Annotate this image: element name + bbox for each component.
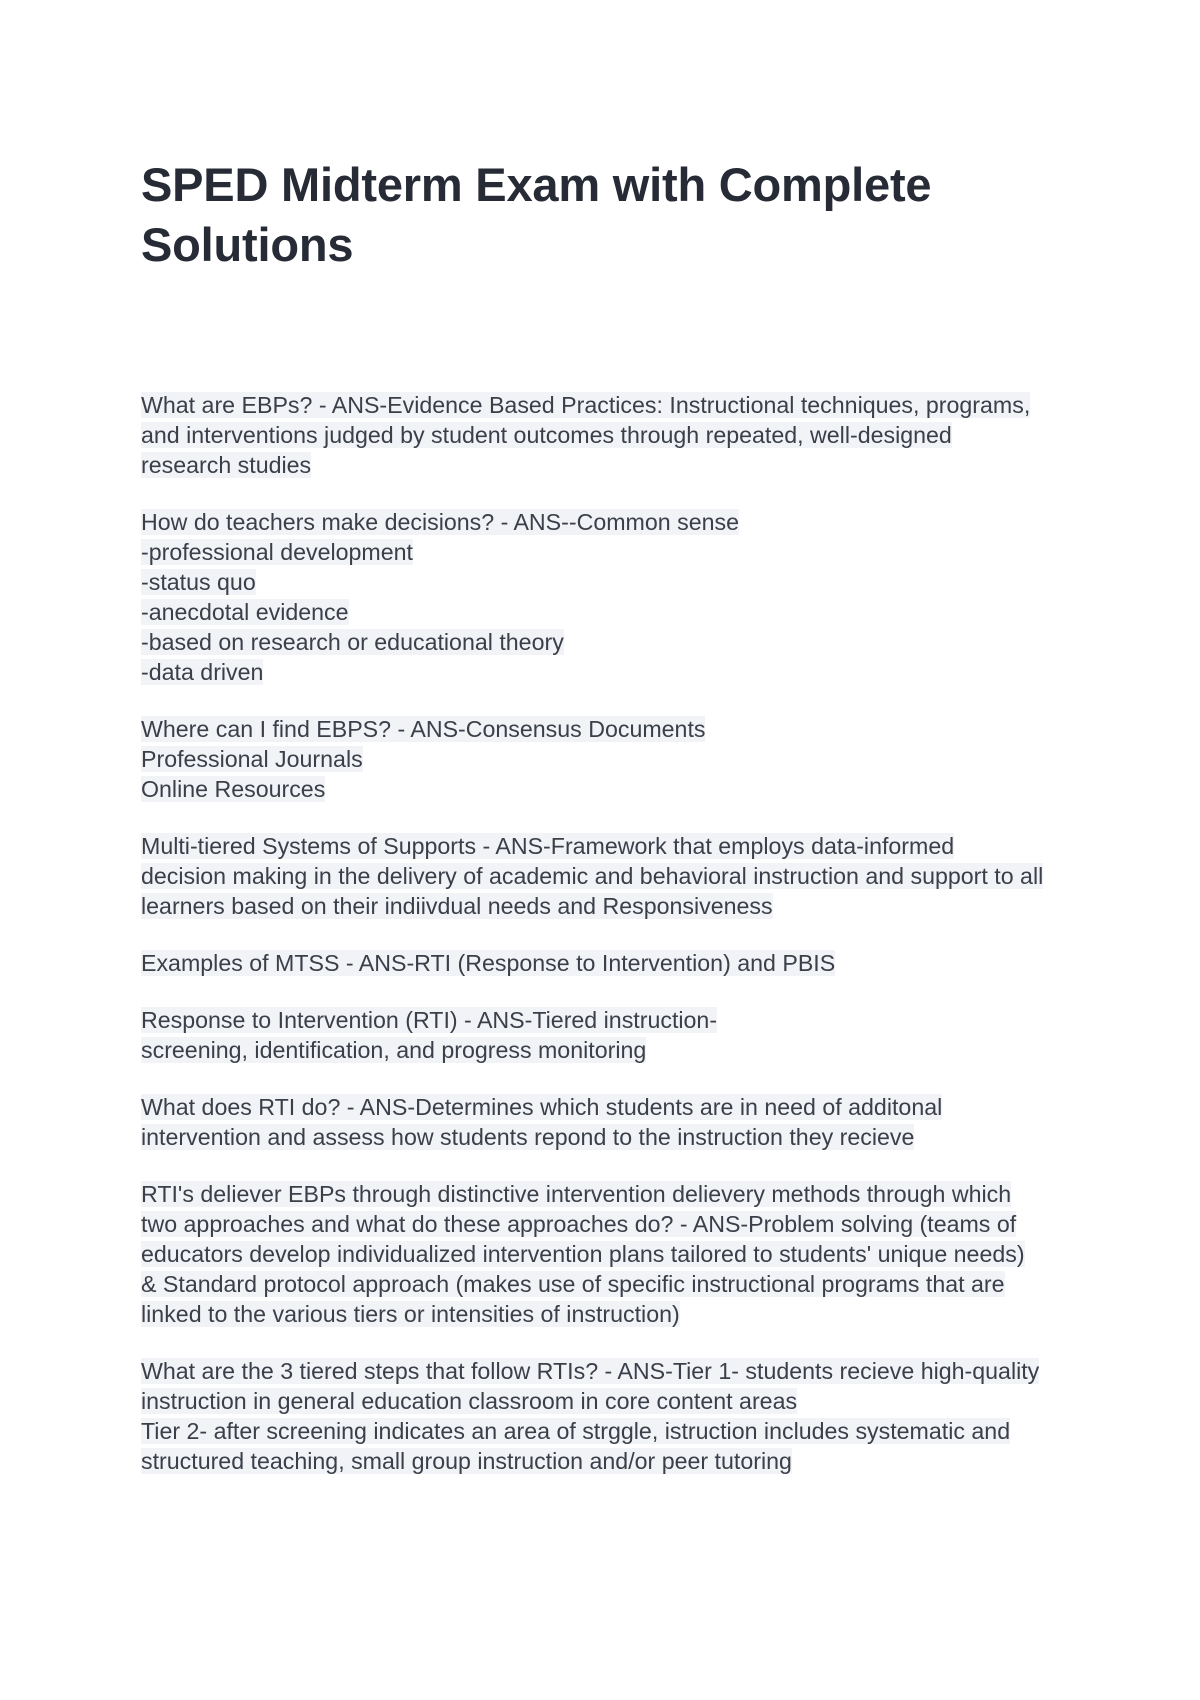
qa-list bbox=[141, 390, 1071, 1503]
qa-entry bbox=[141, 1005, 1071, 1065]
qa-line: Where can I find EBPS? - ANS-Consensus Documents bbox=[141, 716, 706, 742]
qa-entry bbox=[141, 507, 1071, 687]
qa-line: What are the 3 tiered steps that follow RTIs? - ANS-Tier 1- students recieve high-quality bbox=[141, 1358, 1040, 1384]
qa-line: screening, identification, and progress monitoring bbox=[141, 1037, 647, 1063]
qa-line: instruction in general education classroom in core content areas bbox=[141, 1388, 798, 1414]
qa-line: learners based on their indiivdual needs and Responsiveness bbox=[141, 893, 773, 919]
qa-entry bbox=[141, 831, 1071, 921]
qa-line: Professional Journals bbox=[141, 746, 363, 772]
qa-line: & Standard protocol approach (makes use of specific instructional programs that are bbox=[141, 1271, 1005, 1297]
qa-line: -status quo bbox=[141, 569, 256, 595]
title-line-2: Solutions bbox=[141, 218, 354, 271]
qa-entry bbox=[141, 1092, 1071, 1152]
qa-line: -professional development bbox=[141, 539, 413, 565]
qa-line: What does RTI do? - ANS-Determines which students are in need of additonal bbox=[141, 1094, 943, 1120]
qa-line: intervention and assess how students repond to the instruction they recieve bbox=[141, 1124, 915, 1150]
qa-entry bbox=[141, 948, 1071, 978]
qa-line: and interventions judged by student outcomes through repeated, well-designed bbox=[141, 422, 952, 448]
qa-entry bbox=[141, 1179, 1071, 1329]
qa-entry bbox=[141, 1356, 1071, 1476]
qa-line: -based on research or educational theory bbox=[141, 629, 564, 655]
qa-line: Examples of MTSS - ANS-RTI (Response to Intervention) and PBIS bbox=[141, 950, 836, 976]
qa-line: -data driven bbox=[141, 659, 264, 685]
qa-line: linked to the various tiers or intensities of instruction) bbox=[141, 1301, 680, 1327]
qa-line: Online Resources bbox=[141, 776, 326, 802]
qa-line: Tier 2- after screening indicates an area of strggle, istruction includes systematic and bbox=[141, 1418, 1011, 1444]
qa-line: research studies bbox=[141, 452, 312, 478]
qa-entry bbox=[141, 714, 1071, 804]
qa-line: two approaches and what do these approaches do? - ANS-Problem solving (teams of bbox=[141, 1211, 1017, 1237]
qa-line: RTI's deliever EBPs through distinctive intervention delievery methods through which bbox=[141, 1181, 1012, 1207]
page-title bbox=[141, 155, 1041, 275]
qa-line: educators develop individualized intervention plans tailored to students' unique needs) bbox=[141, 1241, 1025, 1267]
qa-line: -anecdotal evidence bbox=[141, 599, 349, 625]
qa-entry bbox=[141, 390, 1071, 480]
qa-line: Multi-tiered Systems of Supports - ANS-Framework that employs data-informed bbox=[141, 833, 955, 859]
title-line-1: SPED Midterm Exam with Complete bbox=[141, 158, 932, 211]
qa-line: How do teachers make decisions? - ANS--Common sense bbox=[141, 509, 739, 535]
qa-line: What are EBPs? - ANS-Evidence Based Practices: Instructional techniques, programs, bbox=[141, 392, 1031, 418]
qa-line: structured teaching, small group instruction and/or peer tutoring bbox=[141, 1448, 792, 1474]
qa-line: decision making in the delivery of academic and behavioral instruction and support to all bbox=[141, 863, 1044, 889]
qa-line: Response to Intervention (RTI) - ANS-Tiered instruction- bbox=[141, 1007, 718, 1033]
